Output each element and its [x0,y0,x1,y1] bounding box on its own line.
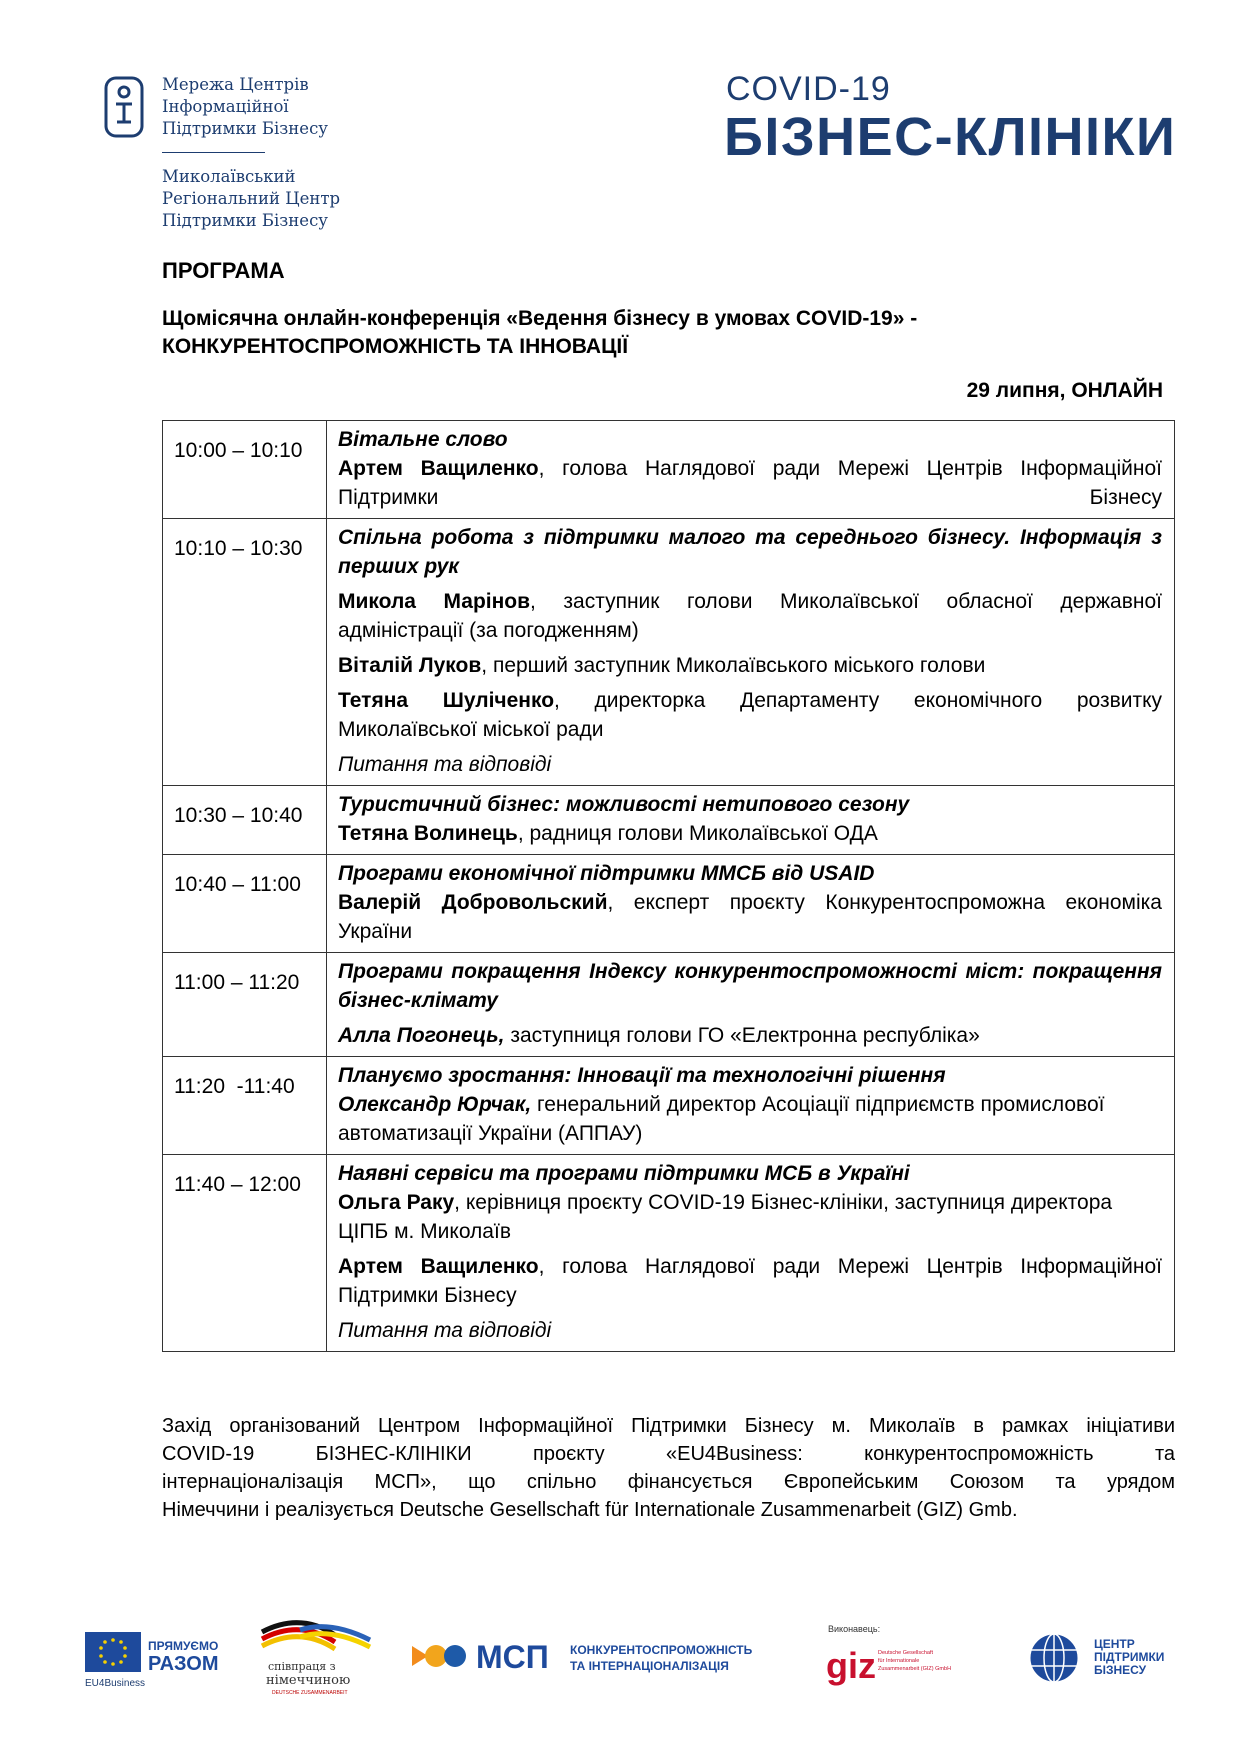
speaker: Валерій Добровольский, експерт проєкту Конкурентоспроможна економіка України [338,891,1162,943]
speaker: Артем Ващиленко, голова Наглядової ради Мережі Центрів Інформаційної Підтримки Бізнесу [338,1255,1163,1307]
session-time: 10:30 – 10:40 [163,786,327,855]
session-topic: Плануємо зростання: Інновації та технологічні рішення [338,1064,946,1087]
svg-text:Deutsche Gesellschaft: Deutsche Gesellschaft [878,1650,934,1656]
session-topic: Спільна робота з підтримки малого та середнього бізнесу. Інформація з перших рук [338,526,1162,578]
organizer-note: Захід організований Центром Інформаційної Підтримки Бізнесу м. Миколаїв в рамках ініціативи COVID-19 БІЗНЕС-КЛІНІКИ проєкту «EU4Business: конкурентоспроможність та інтернаціоналізація МСП», що спільно фінансується Європейським Союзом та урядом Німеччини і реалізується Deutsche Gesellschaft für Internationale Zusammenarbeit (GIZ) Gmb. [162,1415,1175,1521]
session-content [327,519,1175,786]
session-time: 11:40 – 12:00 [163,1155,327,1352]
speaker: Ольга Раку, керівниця проєкту COVID-19 Бізнес-клініки, заступниця директора ЦІПБ м. Миколаїв [338,1191,1113,1243]
speaker: Алла Погонець, заступниця голови ГО «Електронна республіка» [338,1024,980,1047]
table-row [163,855,1175,953]
session-topic: Туристичний бізнес: можливості нетипового сезону [338,793,910,816]
covid-label: COVID-19 [726,70,891,108]
msp-logo [412,1639,753,1675]
session-content [327,953,1175,1057]
session-time: 11:00 – 11:20 [163,953,327,1057]
svg-text:Zusammenarbeit (GIZ) GmbH: Zusammenarbeit (GIZ) GmbH [878,1666,952,1672]
giz-logo [826,1624,951,1686]
session-content [327,1057,1175,1155]
session-time: 10:40 – 11:00 [163,855,327,953]
speaker: Тетяна Шуліченко, директорка Департаменту економічного розвитку Миколаївської міської ради [338,689,1162,741]
conference-title: Щомісячна онлайн-конференція «Ведення бізнесу в умовах COVID-19» - КОНКУРЕНТОСПРОМОЖНІСТЬ ТА ІННОВАЦІЇ [162,307,918,358]
session-topic: Програми покращення Індексу конкурентоспроможності міст: покращення бізнес-клімату [338,960,1162,1012]
svg-text:ТА ІНТЕРНАЦІОНАЛІЗАЦІЯ: ТА ІНТЕРНАЦІОНАЛІЗАЦІЯ [570,1659,729,1673]
speaker: Олександр Юрчак, генеральний директор Асоціації підприємств промислової автоматизації України (АППАУ) [338,1093,1105,1145]
table-row [163,421,1175,519]
event-date: 29 липня, ОНЛАЙН [966,379,1163,402]
regional-center-name: Миколаївський Регіональний Центр Підтримки Бізнесу [162,167,341,230]
svg-text:БІЗНЕСУ: БІЗНЕСУ [1094,1663,1147,1677]
eu4business-logo [85,1632,219,1689]
svg-text:für Internationale: für Internationale [878,1658,920,1664]
svg-text:КОНКУРЕНТОСПРОМОЖНІСТЬ: КОНКУРЕНТОСПРОМОЖНІСТЬ [570,1643,753,1657]
svg-text:ПІДТРИМКИ: ПІДТРИМКИ [1094,1650,1165,1664]
svg-text:giz: giz [826,1645,876,1686]
schedule-table [162,420,1175,1352]
session-content [327,786,1175,855]
table-row [163,1155,1175,1352]
speaker: Микола Марінов, заступник голови Миколаївської обласної державної адміністрації (за погодженням) [338,590,1162,642]
header-divider [162,152,265,153]
clinics-label: БІЗНЕС-КЛІНІКИ [724,107,1177,167]
session-topic: Програми економічної підтримки ММСБ від USAID [338,862,875,885]
table-row [163,1057,1175,1155]
table-row [163,953,1175,1057]
business-support-center-logo [1030,1634,1164,1682]
svg-text:співпраця з: співпраця з [268,1660,336,1673]
speaker: Тетяна Волинець, радниця голови Миколаївської ОДА [338,822,878,845]
eu-slogan: РАЗОМ [148,1653,219,1675]
eu-label: EU4Business [85,1678,146,1689]
table-row [163,786,1175,855]
session-content [327,421,1175,519]
session-topic: Наявні сервіси та програми підтримки МСБ в Україні [338,1162,910,1185]
partner-logos [0,1610,1241,1700]
session-time: 11:20 -11:40 [163,1057,327,1155]
session-time: 10:10 – 10:30 [163,519,327,786]
session-content [327,1155,1175,1352]
qa-label: Питання та відповіді [338,1319,552,1342]
speaker: Артем Ващиленко, голова Наглядової ради Мережі Центрів Інформаційної Підтримки Бізнесу [338,457,1163,509]
eu-slogan: ПРЯМУЄМО [148,1639,219,1653]
svg-text:DEUTSCHE ZUSAMMENARBEIT: DEUTSCHE ZUSAMMENARBEIT [272,1690,348,1696]
eu-flag-icon [85,1632,141,1672]
qa-label: Питання та відповіді [338,753,552,776]
svg-text:МСП: МСП [476,1639,549,1675]
germany-cooperation-logo [262,1623,370,1696]
network-logo-icon [104,76,144,138]
session-content [327,855,1175,953]
session-topic: Вітальне слово [338,428,508,451]
network-name: Мережа Центрів Інформаційної Підтримки Бізнесу [162,75,329,138]
program-heading: ПРОГРАМА [162,258,285,283]
session-time: 10:00 – 10:10 [163,421,327,519]
table-row [163,519,1175,786]
svg-text:німеччиною: німеччиною [266,1673,351,1688]
svg-text:Виконавець:: Виконавець: [828,1624,881,1634]
speaker: Віталій Луков, перший заступник Миколаївського міського голови [338,654,986,677]
svg-text:ЦЕНТР: ЦЕНТР [1094,1637,1135,1651]
